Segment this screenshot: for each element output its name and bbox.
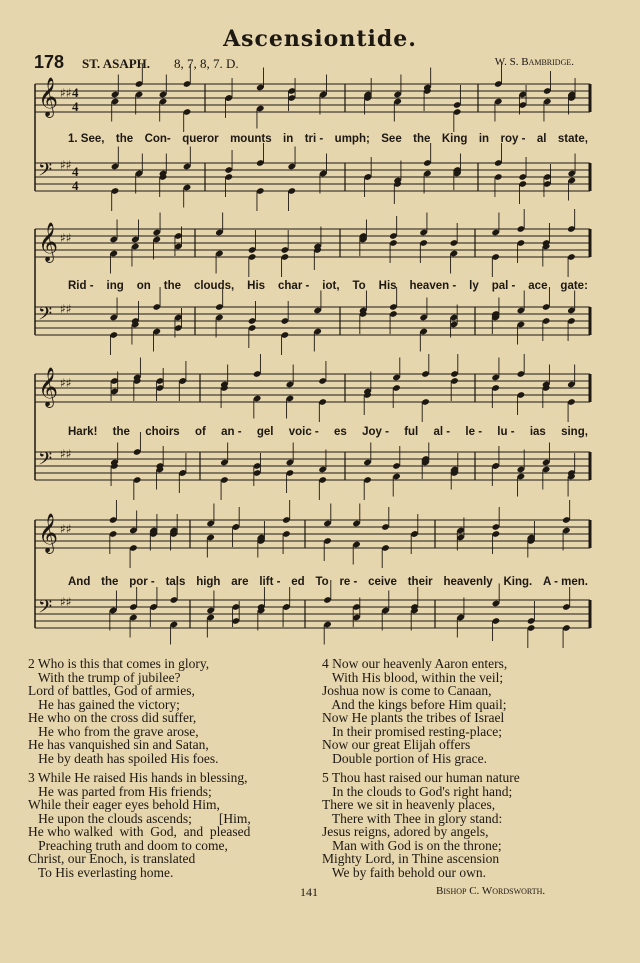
composer: W. S. Bambridge. bbox=[494, 56, 574, 68]
verse-line: There we sit in heavenly places, bbox=[322, 797, 496, 812]
lyric-syllable: His bbox=[378, 280, 397, 292]
treble-clef: 𝄞 bbox=[38, 77, 59, 117]
lyric-syllable: al - bbox=[433, 426, 451, 438]
time-signature-top: 4 bbox=[72, 85, 79, 100]
lyric-syllable: gate: bbox=[560, 280, 588, 292]
lyric-syllable: See bbox=[381, 133, 402, 145]
lyric-syllable: the bbox=[101, 576, 119, 588]
verse-line: He by death has spoiled His foes. bbox=[28, 750, 219, 766]
verse-line: 2 Who is this that comes in glory, bbox=[28, 656, 210, 671]
lyric-syllable: char - bbox=[278, 280, 310, 292]
lyric-syllable: state, bbox=[557, 133, 588, 145]
lyric-syllable: in bbox=[478, 133, 490, 145]
verse bbox=[28, 771, 316, 879]
key-signature: ♯♯ bbox=[60, 302, 72, 316]
verse-line: And the kings before Him quail; bbox=[322, 696, 507, 712]
verse bbox=[322, 771, 622, 879]
verse-line: Preaching truth and doom to come, bbox=[28, 837, 228, 853]
lyric-syllable: por - bbox=[129, 576, 155, 588]
bass-clef: 𝄢 bbox=[38, 304, 53, 329]
lyric-syllable: their bbox=[407, 576, 433, 588]
lyric-syllable: ace bbox=[528, 280, 548, 292]
lyric-syllable: voic - bbox=[288, 426, 319, 438]
verse-line: Now our great Elijah offers bbox=[322, 737, 471, 752]
verse-line: Jesus reigns, adored by angels, bbox=[322, 824, 489, 839]
verse-line: 4 Now our heavenly Aaron enters, bbox=[322, 656, 508, 671]
lyric-syllable: ful bbox=[404, 426, 419, 438]
tune-name: ST. ASAPH. bbox=[82, 56, 151, 71]
key-signature: ♯♯ bbox=[60, 158, 72, 172]
lyric-syllable: ceive bbox=[368, 576, 397, 588]
lyric-syllable: A - men. bbox=[543, 576, 588, 588]
treble-clef: 𝄞 bbox=[38, 222, 59, 262]
verse-line: Double portion of His grace. bbox=[322, 750, 487, 766]
verses-right-column bbox=[322, 657, 622, 885]
verse-line: In their promised resting-place; bbox=[322, 723, 502, 739]
lyric-syllable: choirs bbox=[145, 426, 180, 438]
lyric-syllable: the bbox=[163, 280, 181, 292]
lyric-syllable: the bbox=[115, 133, 134, 145]
lyric-syllable: ing bbox=[106, 280, 124, 292]
lyric-syllable: Rid - bbox=[68, 280, 94, 292]
bass-clef: 𝄢 bbox=[38, 597, 53, 622]
lyric-syllable: lu - bbox=[497, 426, 515, 438]
lyric-syllable: es bbox=[334, 426, 347, 438]
lyric-syllable: roy - bbox=[500, 133, 526, 145]
lyric-syllable: on bbox=[136, 280, 151, 292]
lyric-syllable: an - bbox=[221, 426, 242, 438]
key-signature: ♯♯ bbox=[60, 86, 72, 100]
key-signature: ♯♯ bbox=[60, 231, 72, 245]
verse-line: With the trump of jubilee? bbox=[28, 669, 181, 685]
key-signature: ♯♯ bbox=[60, 595, 72, 609]
verse-line: He who walked with God, and pleased bbox=[28, 824, 251, 839]
key-signature: ♯♯ bbox=[60, 522, 72, 536]
key-signature: ♯♯ bbox=[60, 447, 72, 461]
lyric-syllable: the bbox=[112, 426, 130, 438]
verse-line: He upon the clouds ascends; [Him, bbox=[28, 810, 251, 826]
treble-clef: 𝄞 bbox=[38, 513, 59, 553]
lyric-syllable: Joy - bbox=[362, 426, 389, 438]
lyric-syllable: King. bbox=[503, 576, 533, 588]
lyric-syllable: tals bbox=[165, 576, 186, 588]
lyric-syllable: iot, bbox=[322, 280, 340, 292]
verse-line: With His blood, within the veil; bbox=[322, 669, 504, 685]
lyric-line bbox=[68, 280, 588, 292]
lyric-syllable: are bbox=[231, 576, 249, 588]
lyric-syllable: 1. See, bbox=[68, 133, 105, 145]
lyric-line bbox=[68, 426, 588, 438]
time-signature-bottom: 4 bbox=[72, 178, 79, 193]
page-number: 141 bbox=[300, 885, 318, 899]
verse-line: While their eager eyes behold Him, bbox=[28, 797, 220, 812]
section-title: Ascensiontide. bbox=[223, 26, 417, 52]
verse-line: 3 While He raised His hands in blessing, bbox=[28, 770, 248, 785]
verse-line: He has vanquished sin and Satan, bbox=[28, 737, 209, 752]
lyric-line bbox=[68, 133, 588, 145]
bass-clef: 𝄢 bbox=[38, 160, 53, 185]
lyric-syllable: King bbox=[441, 133, 468, 145]
lyric-syllable: al bbox=[536, 133, 547, 145]
lyric-syllable: le - bbox=[465, 426, 483, 438]
lyric-syllable: clouds, bbox=[193, 280, 235, 292]
text-author: Bishop C. Wordsworth. bbox=[436, 885, 546, 897]
verses-left-column bbox=[28, 657, 316, 885]
treble-clef: 𝄞 bbox=[38, 367, 59, 407]
verse-line: In the clouds to God's right hand; bbox=[322, 783, 513, 799]
verse-line: 5 Thou hast raised our human nature bbox=[322, 770, 520, 785]
lyric-syllable: To bbox=[315, 576, 329, 588]
lyric-syllable: high bbox=[196, 576, 221, 588]
lyric-syllable: To bbox=[352, 280, 366, 292]
lyric-syllable: mounts bbox=[230, 133, 272, 145]
verse-line: He was parted from His friends; bbox=[28, 783, 212, 799]
verse-line: Now He plants the tribes of Israel bbox=[322, 710, 505, 725]
lyric-syllable: ed bbox=[291, 576, 305, 588]
verse-line: Mighty Lord, in Thine ascension bbox=[322, 851, 500, 866]
lyric-syllable: umph; bbox=[334, 133, 370, 145]
lyric-syllable: lift - bbox=[259, 576, 281, 588]
time-signature-bottom: 4 bbox=[72, 99, 79, 114]
lyric-line bbox=[68, 576, 588, 588]
lyric-syllable: in bbox=[283, 133, 294, 145]
lyric-syllable: sing, bbox=[561, 426, 588, 438]
lyric-syllable: His bbox=[247, 280, 266, 292]
verse-line: Christ, our Enoch, is translated bbox=[28, 851, 196, 866]
lyric-syllable: And bbox=[68, 576, 91, 588]
verse-line: Joshua now is come to Canaan, bbox=[322, 683, 492, 698]
key-signature: ♯♯ bbox=[60, 376, 72, 390]
verse-line: He who on the cross did suffer, bbox=[28, 710, 197, 725]
verse-line: Man with God is on the throne; bbox=[322, 837, 502, 853]
bass-clef: 𝄢 bbox=[38, 449, 53, 474]
verse bbox=[28, 657, 316, 765]
verse-line: To His everlasting home. bbox=[28, 864, 174, 880]
lyric-syllable: the bbox=[413, 133, 431, 145]
time-signature-top: 4 bbox=[72, 164, 79, 179]
lyric-syllable: heaven - bbox=[409, 280, 457, 292]
lyric-syllable: heavenly bbox=[443, 576, 493, 588]
lyric-syllable: queror bbox=[182, 133, 219, 145]
lyric-syllable: Hark! bbox=[68, 426, 98, 438]
verse-line: He has gained the victory; bbox=[28, 696, 180, 712]
lyric-syllable: gel bbox=[256, 426, 274, 438]
lyric-syllable: ias bbox=[529, 426, 546, 438]
lyric-syllable: Con- bbox=[144, 133, 171, 145]
lyric-syllable: tri - bbox=[304, 133, 324, 145]
verse bbox=[322, 657, 622, 765]
verse-line: We by faith behold our own. bbox=[322, 864, 487, 880]
verse-line: There with Thee in glory stand: bbox=[322, 810, 503, 826]
lyric-syllable: of bbox=[194, 426, 206, 438]
verse-line: Lord of battles, God of armies, bbox=[28, 683, 195, 698]
meter: 8, 7, 8, 7. D. bbox=[174, 56, 239, 71]
hymn-number: 178 bbox=[34, 52, 65, 72]
lyric-syllable: pal - bbox=[491, 280, 516, 292]
lyric-syllable: ly bbox=[469, 280, 479, 292]
verse-line: He who from the grave arose, bbox=[28, 723, 199, 739]
lyric-syllable: re - bbox=[339, 576, 358, 588]
